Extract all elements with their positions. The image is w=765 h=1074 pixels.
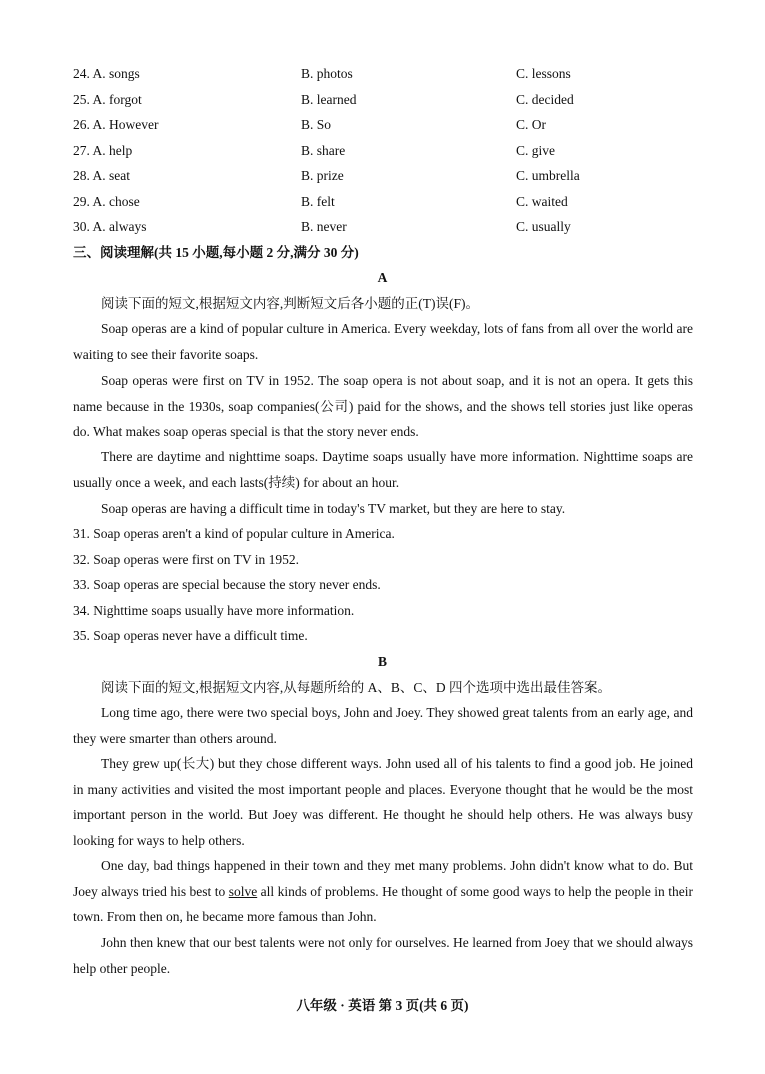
passage-a-instruction: 阅读下面的短文,根据短文内容,判断短文后各小题的正(T)误(F)。 (101, 296, 479, 311)
option-a: 24. A. songs (73, 66, 140, 81)
passage-a-paragraph-2: Soap operas were first on TV in 1952. The soap opera is not about soap, and it is not an opera. It gets this name because in the 1930s, soap companies(公司) paid for the shows, and the shows tell stories just like operas do. What makes soap operas special is that the story never ends. (73, 373, 693, 440)
paragraph-text: One day, bad things happened in their town and they met many problems. John didn't know what to do. But Joey always tried his best to (73, 858, 693, 899)
passage-a-paragraph-1: Soap operas are a kind of popular culture in America. Every weekday, lots of fans from all over the world are waiting to see their favorite soaps. (73, 321, 693, 362)
question-33: 33. Soap operas are special because the story never ends. (73, 577, 381, 592)
underlined-word: solve (228, 883, 258, 899)
option-c: C. give (516, 143, 555, 158)
passage-b-paragraph-1: Long time ago, there were two special boys, John and Joey. They showed great talents from an early age, and they were smarter than others around. (73, 705, 693, 746)
passage-a-label: A (377, 270, 388, 285)
option-b: B. photos (301, 66, 353, 81)
option-b: B. never (301, 219, 347, 234)
question-31: 31. Soap operas aren't a kind of popular culture in America. (73, 526, 395, 541)
option-a: 28. A. seat (73, 168, 130, 183)
section-title: 三、阅读理解(共 15 小题,每小题 2 分,满分 30 分) (73, 245, 359, 260)
question-32: 32. Soap operas were first on TV in 1952. (73, 552, 299, 567)
option-b: B. felt (301, 194, 335, 209)
option-c: C. decided (516, 92, 574, 107)
option-b: B. prize (301, 168, 344, 183)
option-a: 26. A. However (73, 117, 159, 132)
passage-b-paragraph-3 (73, 853, 693, 930)
option-c: C. Or (516, 117, 546, 132)
question-35: 35. Soap operas never have a difficult time. (73, 628, 308, 643)
option-a: 29. A. chose (73, 194, 140, 209)
option-c: C. waited (516, 194, 568, 209)
passage-a-paragraph-3: There are daytime and nighttime soaps. Daytime soaps usually have more information. Nighttime soaps are usually once a week, and each lasts(持续) for about an hour. (73, 449, 693, 490)
question-34: 34. Nighttime soaps usually have more information. (73, 603, 355, 618)
paragraph-text: all kinds of problems. He thought of some good ways to help the people in their town. From then on, he became more famous than John. (73, 883, 693, 925)
option-b: B. share (301, 143, 346, 158)
passage-b-paragraph-4: John then knew that our best talents were not only for ourselves. He learned from Joey that we should always help other people. (73, 935, 693, 976)
passage-a-paragraph-4: Soap operas are having a difficult time in today's TV market, but they are here to stay. (101, 501, 566, 516)
passage-b-instruction: 阅读下面的短文,根据短文内容,从每题所给的 A、B、C、D 四个选项中选出最佳答案。 (101, 680, 612, 695)
option-c: C. lessons (516, 66, 571, 81)
option-a: 27. A. help (73, 143, 133, 158)
option-b: B. learned (301, 92, 357, 107)
option-c: C. usually (516, 219, 571, 234)
passage-b-label: B (377, 654, 387, 669)
option-b: B. So (301, 117, 332, 132)
passage-b-paragraph-2: They grew up(长大) but they chose different ways. John used all of his talents to find a good job. He joined in many activities and visited the most important people and places. Everyone thought that he would be the most important person in the world. But Joey was different. He thought he should help others. He was always busy looking for ways to help others. (73, 756, 693, 848)
option-a: 25. A. forgot (73, 92, 142, 107)
option-c: C. umbrella (516, 168, 580, 183)
option-a: 30. A. always (73, 219, 147, 234)
page-footer: 八年级 · 英语 第 3 页(共 6 页) (296, 998, 469, 1013)
